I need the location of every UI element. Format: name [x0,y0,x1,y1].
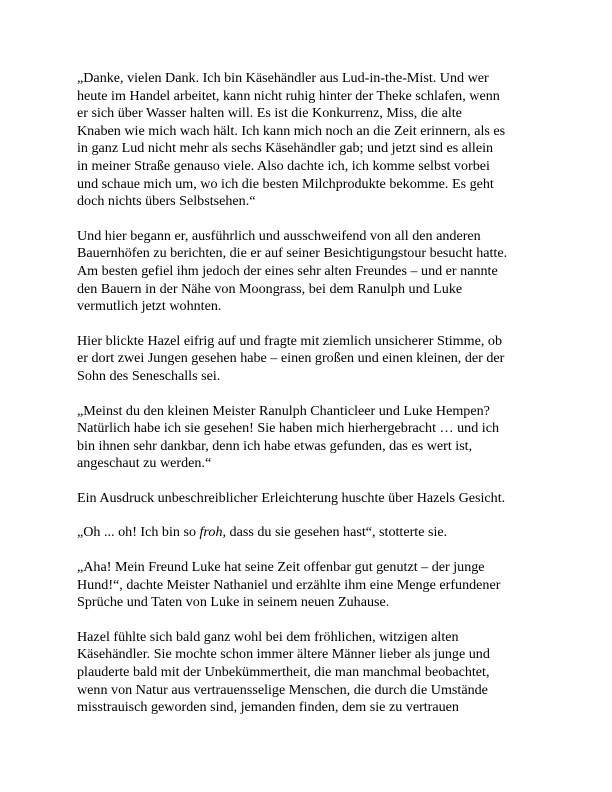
text-line: Am besten gefiel ihm jedoch der eines sehr alten Freundes – und er nannte [77,262,498,279]
text-line: Knaben wie mich wach hält. Ich kann mich noch an die Zeit erinnern, als es [77,122,506,139]
paragraph-2 [77,228,537,316]
text-line: Bauernhöfen zu berichten, die er auf seiner Besichtigungstour besucht hatte. [77,245,508,262]
text-line: Natürlich habe ich sie gesehen! Sie haben mich hierhergebracht … und ich [77,420,500,437]
paragraph-5 [77,490,537,508]
text-line: heute im Handel arbeitet, kann nicht ruhig hinter der Theke schlafen, wenn [77,87,500,104]
text-line: angeschaut zu werden.“ [77,455,212,472]
text-line: den Bauern in der Nähe von Moongrass, bei dem Ranulph und Luke [77,280,463,297]
paragraph-6 [77,524,537,542]
text-line: wenn von Natur aus vertrauensselige Menschen, die durch die Umstände [77,681,488,698]
text-line: und schaue mich um, wo ich die besten Milchprodukte bekomme. Es geht [77,175,494,192]
paragraph-3 [77,333,537,386]
paragraph-8 [77,629,537,717]
paragraph-4 [77,403,537,473]
text-line: plauderte bald mit der Unbekümmertheit, die man manchmal beobachtet, [77,664,490,681]
text-line: Sprüche und Taten von Luke in seinem neuen Zuhause. [77,594,390,611]
text-line: Käsehändler. Sie mochte schon immer ältere Männer lieber als junge und [77,646,490,663]
text-line: „Meinst du den kleinen Meister Ranulph Chanticleer und Luke Hempen? [77,402,490,419]
text-line: in meiner Straße genauso viele. Also dachte ich, ich komme selbst vorbei [77,157,490,174]
text-line: misstrauisch geworden sind, jemanden finden, dem sie zu vertrauen [77,699,459,716]
text-run: dass du sie gesehen hast“, stotterte sie. [226,524,448,541]
text-line: Hier blickte Hazel eifrig auf und fragte mit ziemlich unsicherer Stimme, ob [77,332,503,349]
emphasis-text: froh, [199,524,227,541]
text-line: doch nichts übers Selbstsehen.“ [77,193,256,210]
text-line: Sohn des Seneschalls sei. [77,367,221,384]
text-line: er dort zwei Jungen gesehen habe – einen großen und einen kleinen, der der [77,350,505,367]
text-line: in ganz Lud nicht mehr als sechs Käsehändler gab; und jetzt sind es allein [77,140,494,157]
text-line [77,524,537,542]
text-line: vermutlich jetzt wohnten. [77,298,222,315]
text-line: Hund!“, dachte Meister Nathaniel und erzählte ihm eine Menge erfundener [77,576,501,593]
text-line: er sich über Wasser halten will. Es ist die Konkurrenz, Miss, die alte [77,105,462,122]
text-line: „Danke, vielen Dank. Ich bin Käsehändler aus Lud-in-the-Mist. Und wer [77,70,489,86]
paragraph-7 [77,559,537,612]
text-line: Ein Ausdruck unbeschreiblicher Erleichterung huschte über Hazels Gesicht. [77,489,506,506]
text-line: Und hier begann er, ausführlich und ausschweifend von all den anderen [77,227,481,244]
text-run: „Oh ... oh! Ich bin so [77,524,200,541]
text-line: „Aha! Mein Freund Luke hat seine Zeit offenbar gut genutzt – der junge [77,559,485,576]
text-line: Hazel fühlte sich bald ganz wohl bei dem fröhlichen, witzigen alten [77,628,459,645]
paragraph-1 [77,70,537,211]
document-page [77,70,537,734]
text-line: bin ihnen sehr dankbar, denn ich habe etwas gefunden, das es wert ist, [77,437,473,454]
